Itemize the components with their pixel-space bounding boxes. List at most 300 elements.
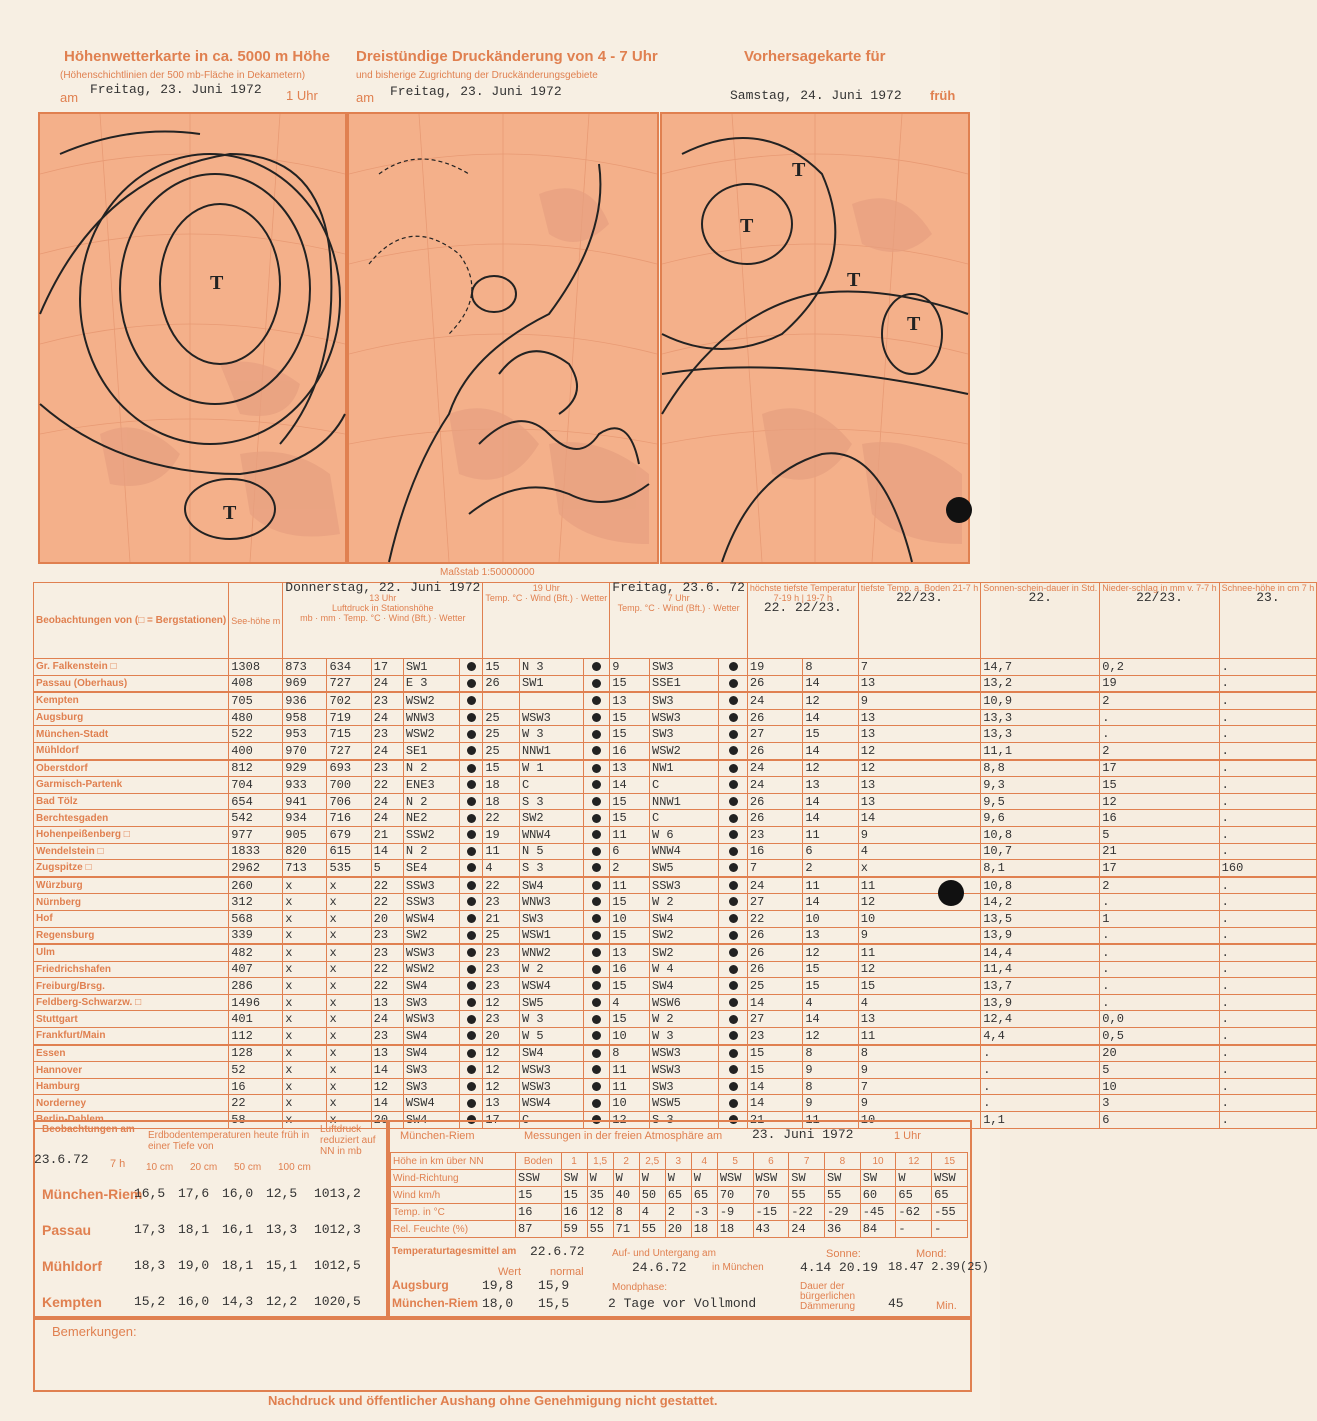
weather-symbol-icon [592, 730, 601, 739]
weather-19h [583, 777, 609, 794]
soil-temp-value: 19,0 [178, 1258, 210, 1273]
wind-13h: SW1 [403, 659, 459, 676]
svg-text:T: T [907, 313, 921, 335]
weather-symbol-icon [467, 764, 476, 773]
atm-cell: 10 [860, 1153, 896, 1170]
weather-19h [583, 675, 609, 692]
precip: 16 [1100, 810, 1219, 827]
weather-symbol-icon [729, 948, 738, 957]
svg-text:T: T [792, 159, 806, 181]
atm-row-label: Wind km/h [391, 1187, 516, 1204]
weather-19h [583, 877, 609, 894]
weather-symbol-icon [729, 1065, 738, 1074]
weather-19h [583, 961, 609, 978]
precip: 17 [1100, 860, 1219, 877]
table-row [34, 927, 1317, 944]
snow: . [1219, 777, 1317, 794]
station-height: 1833 [229, 843, 283, 860]
atm-cell: WSW [932, 1170, 968, 1187]
station-height: 408 [229, 675, 283, 692]
temp-min: 12 [803, 944, 858, 961]
weather-13h [460, 826, 483, 843]
wind-19h: SW3 [519, 910, 583, 927]
sunshine: 10,8 [981, 877, 1100, 894]
temp-7h: 15 [610, 726, 650, 743]
tmean-station: Augsburg [392, 1278, 449, 1292]
temp-max: 26 [747, 793, 802, 810]
left-map-title: Höhenwetterkarte in ca. 5000 m Höhe [64, 48, 330, 65]
weather-symbol-icon [592, 713, 601, 722]
weather-13h [460, 860, 483, 877]
temp-19h: 21 [483, 910, 520, 927]
ground-min: 13 [858, 675, 980, 692]
snow: . [1219, 1078, 1317, 1095]
ground-min: 9 [858, 1095, 980, 1112]
atm-row-label: Temp. in °C [391, 1204, 516, 1221]
pressure-mb: x [283, 910, 327, 927]
ground-min: 15 [858, 978, 980, 995]
temp-13h: 23 [371, 726, 403, 743]
temp-min: 9 [803, 1095, 858, 1112]
soil-temp-value: 17,3 [134, 1222, 166, 1237]
atm-cell: 60 [860, 1187, 896, 1204]
sunshine: 14,4 [981, 944, 1100, 961]
sunshine: . [981, 1078, 1100, 1095]
temp-min: 14 [803, 793, 858, 810]
atm-cell: SW [789, 1170, 825, 1187]
observations-table [33, 582, 1317, 1129]
temp-19h: 12 [483, 994, 520, 1011]
weather-symbol-icon [467, 780, 476, 789]
ground-min: 12 [858, 961, 980, 978]
temp-13h: 14 [371, 1062, 403, 1079]
wind-19h: SW4 [519, 877, 583, 894]
precip: 6 [1100, 1112, 1219, 1129]
weather-7h [719, 1095, 748, 1112]
temp-max: 22 [747, 910, 802, 927]
weather-symbol-icon [592, 764, 601, 773]
station-name: Wendelstein □ [34, 843, 229, 860]
snow: . [1219, 927, 1317, 944]
snow: . [1219, 742, 1317, 759]
weather-symbol-icon [592, 1049, 601, 1058]
wind-19h: SW2 [519, 810, 583, 827]
temp-min: 6 [803, 843, 858, 860]
temp-7h: 15 [610, 675, 650, 692]
atm-title: Messungen in der freien Atmosphäre am [524, 1130, 723, 1142]
pressure-mm: 634 [327, 659, 371, 676]
weather-7h [719, 692, 748, 709]
ground-min: 7 [858, 659, 980, 676]
tmean-normal-value: 15,9 [538, 1278, 570, 1293]
soil-pressure-title: Luftdruck reduziert auf NN in mb [320, 1124, 376, 1157]
station-name: Hannover [34, 1062, 229, 1079]
weather-symbol-icon [592, 998, 601, 1007]
station-name: Berlin-Dahlem [34, 1112, 229, 1129]
snow: . [1219, 709, 1317, 726]
temp-19h: 23 [483, 894, 520, 911]
table-row [34, 760, 1317, 777]
temp-13h: 24 [371, 742, 403, 759]
temp-7h: 13 [610, 692, 650, 709]
soil-temp-value: 16,0 [222, 1186, 254, 1201]
weather-13h [460, 944, 483, 961]
weather-7h [719, 994, 748, 1011]
temp-max: 23 [747, 826, 802, 843]
svg-text:T: T [847, 269, 861, 291]
station-height: 401 [229, 1011, 283, 1028]
sunshine: 13,3 [981, 726, 1100, 743]
atm-cell: 35 [587, 1187, 613, 1204]
station-name: Mühldorf [34, 742, 229, 759]
wind-13h: SW4 [403, 1112, 459, 1129]
station-height: 1496 [229, 994, 283, 1011]
pressure-mb: x [283, 1112, 327, 1129]
snow: . [1219, 659, 1317, 676]
remarks-label: Bemerkungen: [52, 1324, 137, 1339]
temp-7h: 12 [610, 1112, 650, 1129]
station-height: 977 [229, 826, 283, 843]
atm-cell: 4 [691, 1153, 717, 1170]
wind-13h: WSW3 [403, 1011, 459, 1028]
pressure-mb: 929 [283, 760, 327, 777]
pressure-mb: 820 [283, 843, 327, 860]
moon-phase-label: Mondphase: [612, 1282, 668, 1293]
weather-7h [719, 910, 748, 927]
soil-temp-value: 17,6 [178, 1186, 210, 1201]
soil-depth-header: 100 cm [278, 1162, 311, 1173]
atm-station: München-Riem [400, 1130, 475, 1142]
wind-19h: W 1 [519, 760, 583, 777]
svg-text:T: T [223, 502, 237, 524]
sun-times: 4.14 20.19 [800, 1260, 879, 1275]
svg-text:T: T [210, 272, 224, 294]
table-row [34, 843, 1317, 860]
sunshine: 8,8 [981, 760, 1100, 777]
pressure-mm: x [327, 944, 371, 961]
temp-min: 9 [803, 1062, 858, 1079]
temp-19h: 11 [483, 843, 520, 860]
station-height: 16 [229, 1078, 283, 1095]
weather-19h [583, 944, 609, 961]
precip: 5 [1100, 1062, 1219, 1079]
temp-7h: 10 [610, 1095, 650, 1112]
weather-symbol-icon [592, 814, 601, 823]
left-map-subtitle: (Höhenschichtlinien der 500 mb-Fläche in Dekametern) [60, 70, 306, 81]
weather-symbol-icon [467, 998, 476, 1007]
wind-7h: SSW3 [650, 877, 719, 894]
weather-7h [719, 826, 748, 843]
sunshine: 14,2 [981, 894, 1100, 911]
temp-19h: 23 [483, 1011, 520, 1028]
wind-19h: C [519, 1112, 583, 1129]
weather-13h [460, 659, 483, 676]
weather-7h [719, 843, 748, 860]
temp-19h: 23 [483, 961, 520, 978]
wind-13h: WSW3 [403, 944, 459, 961]
pressure-mb: x [283, 944, 327, 961]
t7-label: 7 Uhr [667, 593, 690, 603]
precip: . [1100, 709, 1219, 726]
atm-cell: W [665, 1170, 691, 1187]
atm-cell: -9 [717, 1204, 753, 1221]
station-height: 654 [229, 793, 283, 810]
atm-cell: 87 [516, 1221, 562, 1238]
sunshine: 9,3 [981, 777, 1100, 794]
temp-max: 14 [747, 1078, 802, 1095]
temp-wind-wetter-labels: mb · mm · Temp. °C · Wind (Bft.) · Wetter [300, 613, 466, 623]
station-height: 400 [229, 742, 283, 759]
atm-cell: 65 [896, 1187, 932, 1204]
pressure-mb: 936 [283, 692, 327, 709]
soil-temp-value: 15,2 [134, 1294, 166, 1309]
temp-19h: 17 [483, 1112, 520, 1129]
weather-19h [583, 843, 609, 860]
station-name: Oberstdorf [34, 760, 229, 777]
wind-19h: WSW4 [519, 1095, 583, 1112]
temp-19h: 23 [483, 978, 520, 995]
precip: 15 [1100, 777, 1219, 794]
atm-row-rh [391, 1221, 968, 1238]
snow: . [1219, 1028, 1317, 1045]
pressure-mm: 535 [327, 860, 371, 877]
snow: . [1219, 1062, 1317, 1079]
wind-7h: SW4 [650, 978, 719, 995]
station-name: Hohenpeißenberg □ [34, 826, 229, 843]
atm-cell: -29 [824, 1204, 860, 1221]
atmosphere-table [390, 1152, 968, 1238]
wind-19h: WSW3 [519, 1078, 583, 1095]
weather-13h [460, 843, 483, 860]
snow: . [1219, 978, 1317, 995]
soil-pressure-value: 1020,5 [314, 1294, 361, 1309]
temp-min: 11 [803, 1112, 858, 1129]
station-height: 480 [229, 709, 283, 726]
weather-symbol-icon [729, 847, 738, 856]
weather-symbol-icon [729, 863, 738, 872]
weather-symbol-icon [729, 814, 738, 823]
table-row [34, 726, 1317, 743]
weather-7h [719, 675, 748, 692]
temp-7h: 15 [610, 709, 650, 726]
weather-7h [719, 894, 748, 911]
soil-temp-value: 16,5 [134, 1186, 166, 1201]
wind-13h: SSW2 [403, 826, 459, 843]
table-row [34, 1062, 1317, 1079]
wind-7h: W 4 [650, 961, 719, 978]
weather-13h [460, 910, 483, 927]
weather-symbol-icon [467, 662, 476, 671]
temp-min: 13 [803, 777, 858, 794]
atm-row-label: Rel. Feuchte (%) [391, 1221, 516, 1238]
weather-7h [719, 810, 748, 827]
temp-7h: 11 [610, 877, 650, 894]
pressure-mm: x [327, 1078, 371, 1095]
weather-symbol-icon [467, 881, 476, 890]
ground-min: 14 [858, 810, 980, 827]
station-name: Kempten [34, 692, 229, 709]
pressure-mm: 716 [327, 810, 371, 827]
atm-cell: 1 [561, 1153, 587, 1170]
weather-7h [719, 877, 748, 894]
temp-13h: 14 [371, 843, 403, 860]
weather-symbol-icon [729, 746, 738, 755]
snow: . [1219, 1112, 1317, 1129]
soil-pressure-value: 1012,3 [314, 1222, 361, 1237]
wind-13h: SW3 [403, 1062, 459, 1079]
wind-13h: SSW3 [403, 877, 459, 894]
wind-13h: SE4 [403, 860, 459, 877]
table-row [34, 742, 1317, 759]
ground-min: 13 [858, 1011, 980, 1028]
atm-cell: 5 [717, 1153, 753, 1170]
atm-cell: 1,5 [587, 1153, 613, 1170]
weather-13h [460, 760, 483, 777]
atm-cell: -62 [896, 1204, 932, 1221]
table-row [34, 961, 1317, 978]
tmean-normal-value: 15,5 [538, 1296, 570, 1311]
atm-cell: 50 [639, 1187, 665, 1204]
weather-19h [583, 927, 609, 944]
footer-notice: Nachdruck und öffentlicher Aushang ohne Genehmigung nicht gestattet. [268, 1393, 718, 1408]
weather-symbol-icon [592, 981, 601, 990]
ground-min: 9 [858, 1062, 980, 1079]
weather-7h [719, 659, 748, 676]
station-name: Nürnberg [34, 894, 229, 911]
weather-symbol-icon [467, 931, 476, 940]
punch-hole-bottom [938, 880, 964, 906]
temp-7h: 11 [610, 1078, 650, 1095]
atm-cell: 43 [753, 1221, 789, 1238]
t19-label: 19 Uhr [532, 583, 560, 593]
temp-7h: 15 [610, 793, 650, 810]
temp-max: 26 [747, 675, 802, 692]
weather-13h [460, 894, 483, 911]
temp-13h: 13 [371, 994, 403, 1011]
weather-symbol-icon [729, 981, 738, 990]
temp-13h: 13 [371, 1045, 403, 1062]
weather-symbol-icon [729, 679, 738, 688]
weather-symbol-icon [467, 830, 476, 839]
table-row [34, 910, 1317, 927]
pressure-mb: x [283, 1011, 327, 1028]
pressure-mm: 700 [327, 777, 371, 794]
atm-cell: 15 [516, 1187, 562, 1204]
temp-19h: 18 [483, 793, 520, 810]
weather-symbol-icon [729, 830, 738, 839]
temp-min: 2 [803, 860, 858, 877]
weather-13h [460, 810, 483, 827]
atm-cell: Boden [516, 1153, 562, 1170]
sun-label-sonne: Sonne: [826, 1248, 861, 1260]
weather-19h [583, 1028, 609, 1045]
pressure-mb: 933 [283, 777, 327, 794]
mid-am-label: am [356, 90, 375, 105]
precip: 21 [1100, 843, 1219, 860]
weather-symbol-icon [592, 1099, 601, 1108]
sunshine-header: Sonnen-schein-dauer in Std. 22. [981, 583, 1100, 659]
tmean-normal: normal [550, 1266, 584, 1278]
weather-symbol-icon [592, 830, 601, 839]
atm-cell: - [932, 1221, 968, 1238]
station-height: 22 [229, 1095, 283, 1112]
atm-cell: 15 [932, 1153, 968, 1170]
wind-7h: C [650, 777, 719, 794]
upper-air-map [38, 112, 347, 564]
weather-19h [583, 910, 609, 927]
weather-symbol-icon [729, 914, 738, 923]
temp-7h: 16 [610, 961, 650, 978]
wind-7h: SSE1 [650, 675, 719, 692]
wind-7h: NNW1 [650, 793, 719, 810]
pressure-mb: x [283, 978, 327, 995]
precip: 2 [1100, 742, 1219, 759]
pressure-mb: 970 [283, 742, 327, 759]
right-map-time: früh [930, 88, 956, 103]
wind-19h: C [519, 777, 583, 794]
sunshine: 10,7 [981, 843, 1100, 860]
weather-19h [583, 1078, 609, 1095]
wind-7h: SW4 [650, 910, 719, 927]
wind-19h: WNW3 [519, 894, 583, 911]
temp-7h: 15 [610, 978, 650, 995]
station-name: Frankfurt/Main [34, 1028, 229, 1045]
snow: . [1219, 910, 1317, 927]
snow: . [1219, 961, 1317, 978]
temp-7h: 15 [610, 1011, 650, 1028]
temp-19h [483, 692, 520, 709]
temp-19h: 25 [483, 726, 520, 743]
weather-13h [460, 1045, 483, 1062]
pressure-mb: x [283, 1095, 327, 1112]
weather-13h [460, 994, 483, 1011]
temp-7h: 4 [610, 994, 650, 1011]
left-map-time: 1 Uhr [286, 88, 318, 103]
tmean-value: 19,8 [482, 1278, 514, 1293]
station-height: 568 [229, 910, 283, 927]
wind-7h: SW3 [650, 692, 719, 709]
luftdruck-label: Luftdruck in Stationshöhe [332, 603, 434, 613]
weather-13h [460, 1062, 483, 1079]
snow: . [1219, 1095, 1317, 1112]
weather-symbol-icon [467, 965, 476, 974]
temp-19h: 25 [483, 709, 520, 726]
weather-7h [719, 944, 748, 961]
atm-cell: 55 [789, 1187, 825, 1204]
soil-depth-header: 50 cm [234, 1162, 262, 1173]
precip: 17 [1100, 760, 1219, 777]
sunshine: . [981, 1045, 1100, 1062]
day1-date: Donnerstag, 22. Juni 1972 [285, 580, 481, 595]
atm-cell: 55 [639, 1221, 665, 1238]
temp-max: 15 [747, 1045, 802, 1062]
wind-13h: NE2 [403, 810, 459, 827]
soil-temp-value: 12,5 [266, 1186, 298, 1201]
atm-cell: W [691, 1170, 717, 1187]
atm-cell: 8 [613, 1204, 639, 1221]
wind-7h: SW3 [650, 1078, 719, 1095]
table-row [34, 1078, 1317, 1095]
temp-13h: 23 [371, 927, 403, 944]
atm-cell: -22 [789, 1204, 825, 1221]
precip: 10 [1100, 1078, 1219, 1095]
col-stations-header: Beobachtungen von (□ = Bergstationen) [34, 583, 229, 659]
temp-min: 8 [803, 1078, 858, 1095]
snow: . [1219, 793, 1317, 810]
pressure-mm: 719 [327, 709, 371, 726]
temp-max: 15 [747, 1062, 802, 1079]
station-name: Stuttgart [34, 1011, 229, 1028]
